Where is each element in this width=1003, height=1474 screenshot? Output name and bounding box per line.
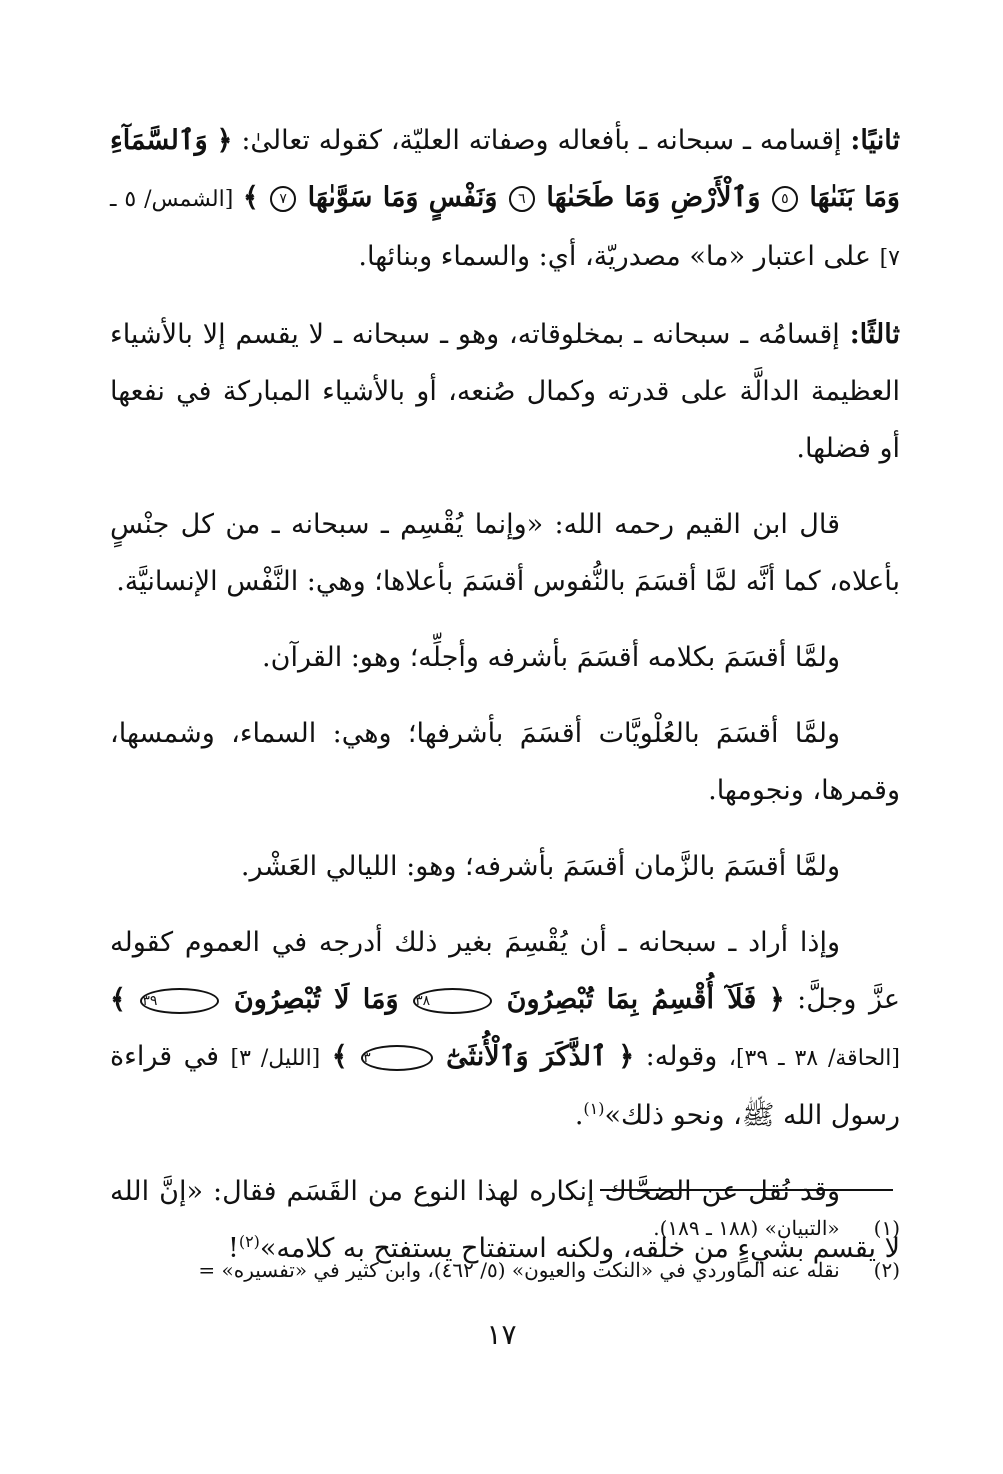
verse-number: ٣٨ (413, 988, 492, 1014)
quran-open-bracket: ﴿ (216, 125, 233, 156)
verse-number: ٣٩ (140, 988, 219, 1014)
quran-close-bracket: ﴾ (242, 182, 259, 213)
footnote-ref[interactable]: (١) (583, 1099, 605, 1118)
footnote-divider (600, 1189, 893, 1191)
footnote-item (110, 1249, 900, 1291)
quran-verse: فَلَآ أُقْسِمُ بِمَا تُبْصِرُونَ (506, 984, 757, 1015)
paragraph-text: في قراءة رسول الله ﷺ، ونحو ذلك» (110, 1041, 900, 1131)
paragraph-text: على اعتبار «ما» مصدريّة، أي: والسماء وبنائها. (358, 241, 871, 272)
footnote-item (110, 1207, 900, 1249)
verse-number: ٣ (361, 1045, 433, 1071)
page-number: ١٧ (486, 1318, 517, 1351)
paragraph-6 (110, 838, 900, 895)
paragraph-text: وإذا أراد ـ سبحانه ـ أن يُقْسِمَ بغير ذلك أدرجه في العموم كقوله عزَّ وجلَّ: (110, 927, 900, 1015)
verse-number: ٥ (772, 186, 798, 212)
verse-number: ٦ (509, 186, 535, 212)
paragraph-7: وإذا أراد ـ سبحانه ـ أن يُقْسِمَ بغير ذلك أدرجه في العموم كقوله عزَّ وجلَّ: ﴿ فَلَآ أُقْسِمُ بِمَا تُبْصِرُونَ ٣٨ وَمَا لَا تُبْصِرُونَ ٣٩ ﴾ [الحاقة/ ٣٨ ـ ٣٩]، وقوله: ﴿ ٱلذَّكَرَ وَٱلْأُنثَىٰٓ ٣ ﴾ [الليل/ ٣] في قراءة رسول الله ﷺ، ونحو ذلك»$^{(١)}$. (110, 927, 901, 1131)
footnote-mark: (٢) (873, 1258, 900, 1282)
footnote-text: «التبيان» (١٨٨ ـ ١٨٩). (653, 1216, 840, 1240)
quran-reference: [الشمس/ ٥ ـ ٧] (110, 187, 900, 271)
footnote-mark: (١) (873, 1216, 900, 1240)
quran-reference: [الليل/ ٣] (230, 1046, 321, 1071)
quran-verse: وَنَفْسٍ وَمَا سَوَّىٰهَا (307, 182, 498, 213)
quran-close-bracket: ﴾ (331, 1041, 348, 1072)
paragraph-text: إقسامُه ـ سبحانه ـ بمخلوقاته، وهو ـ سبحانه ـ لا يقسم إلا بالأشياء العظيمة الدالَّة على قدرته وكمال صُنعه، أو بالأشياء المباركة في نفعها أو فضلها. (110, 319, 900, 464)
paragraph-text: ولمَّا أقسَمَ بكلامه أقسَمَ بأشرفه وأجلِّه؛ وهو: القرآن. (262, 642, 840, 673)
paragraph-text: قال ابن القيم رحمه الله: «وإنما يُقْسِم ـ سبحانه ـ من كل جنْسٍ بأعلاه، كما أنَّه لمَّا أقسَمَ بالنُّفوس أقسَمَ بأعلاها؛ وهي: النَّفْس الإنسانيَّة. (110, 509, 900, 597)
paragraph-text: وقوله: (645, 1041, 718, 1072)
paragraph-2 (110, 306, 900, 477)
paragraph-3 (110, 496, 900, 610)
paragraph-4 (110, 629, 900, 686)
paragraph-text: وقد نُقل عن الضحَّاك إنكاره لهذا النوع من القَسَم فقال: «إنَّ الله لا يقسم بشيءٍ من خلقه، ولكنه استفتاح يستفتح به كلامه» (110, 1176, 900, 1264)
paragraph-tail: ! (227, 1233, 239, 1264)
paragraph-text: ولمَّا أقسَمَ بالزَّمان أقسَمَ بأشرفه؛ وهو: الليالي العَشْر. (240, 851, 840, 882)
paragraph-lead: ثانيًا: (850, 125, 900, 156)
quran-close-bracket: ﴾ (110, 984, 126, 1015)
verse-number: ٧ (270, 186, 296, 212)
quran-reference: [الحاقة/ ٣٨ ـ ٣٩]، (728, 1046, 901, 1071)
main-text (110, 112, 900, 1296)
footnote-ref[interactable]: (٢) (238, 1232, 260, 1251)
quran-verse: ٱلذَّكَرَ وَٱلْأُنثَىٰٓ (446, 1041, 607, 1072)
paragraph-text: إقسامه ـ سبحانه ـ بأفعاله وصفاته العليّة، كقوله تعالىٰ: (241, 125, 842, 156)
quran-open-bracket: ﴿ (768, 984, 785, 1015)
quran-verse: وَٱلسَّمَآءِ وَمَا بَنَىٰهَا (110, 125, 900, 213)
paragraph-lead: ثالثًا: (849, 319, 900, 350)
footnote-text: نقله عنه الماوردي في «النكت والعيون» (٥/ ٤٦٢)، وابن كثير في «تفسيره» = (198, 1258, 840, 1282)
paragraph-1 (110, 112, 900, 287)
footnotes (110, 1207, 900, 1291)
paragraph-text: ولمَّا أقسَمَ بالعُلْويَّات أقسَمَ بأشرفها؛ وهي: السماء، وشمسها، وقمرها، ونجومها. (110, 718, 900, 806)
quran-verse: وَٱلْأَرْضِ وَمَا طَحَىٰهَا (546, 182, 761, 213)
quran-open-bracket: ﴿ (618, 1041, 635, 1072)
paragraph-5 (110, 705, 900, 819)
quran-verse: وَمَا لَا تُبْصِرُونَ (233, 984, 399, 1015)
